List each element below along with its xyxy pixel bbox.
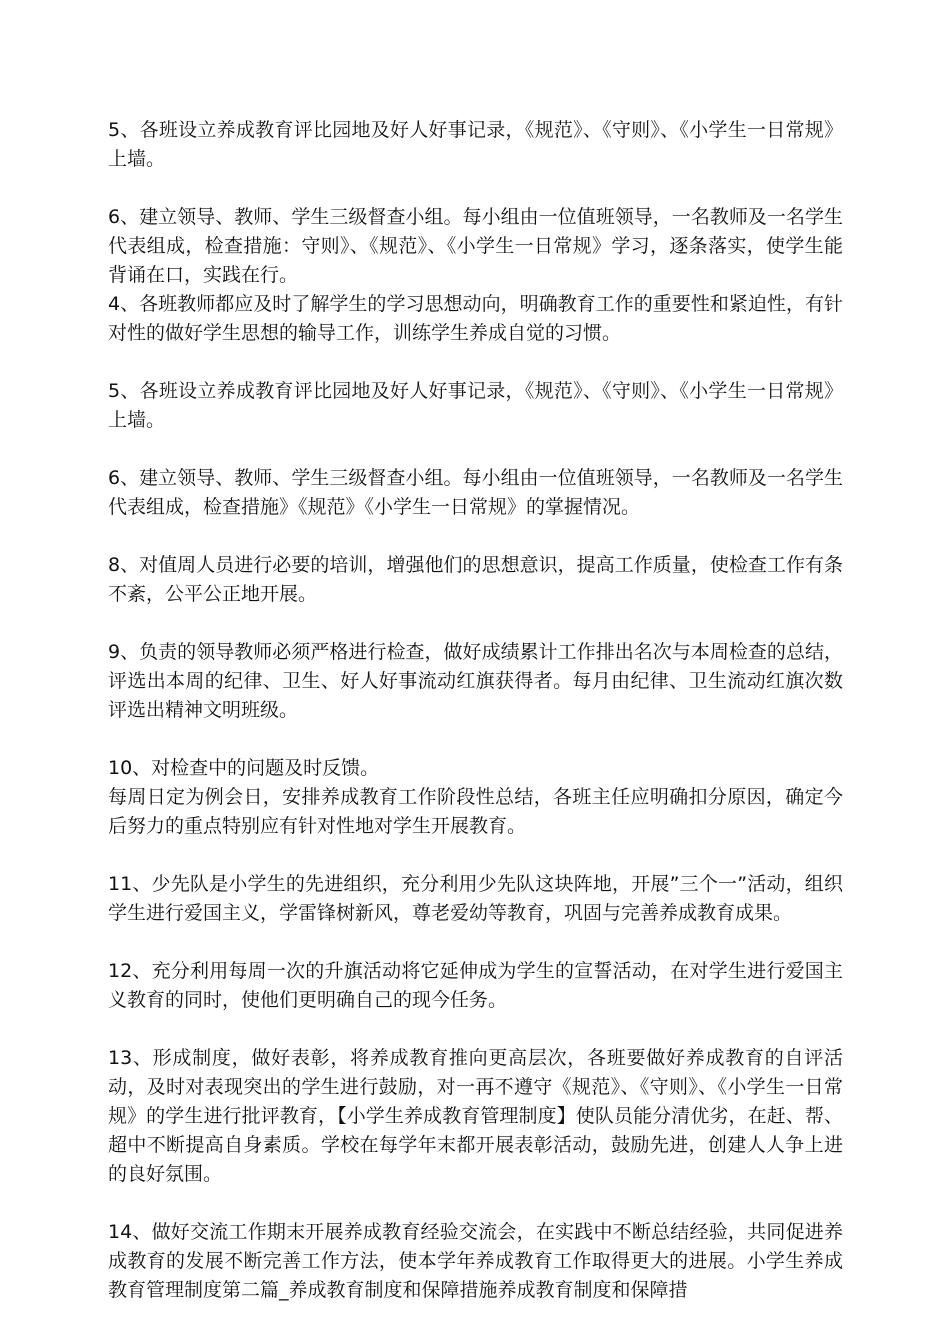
paragraph-8: 10、对检查中的问题及时反馈。 [108,757,380,779]
paragraph-gap [108,609,843,638]
paragraph-gap [108,1189,843,1218]
paragraph-2: 6、建立领导、教师、学生三级督查小组。每小组由一位值班领导，一名教师及一名学生代表组成，检查措施：守则》、《规范》、《小学生一日常规》学习，逐条落实，使学生能背诵在口，实践在行。 [108,206,843,286]
paragraph-gap [108,725,843,754]
paragraph-gap [108,435,843,464]
paragraph-gap [108,174,843,203]
document-body [108,116,843,1305]
paragraph-4: 5、各班设立养成教育评比园地及好人好事记录，《规范》、《守则》、《小学生一日常规》上墙。 [108,380,843,431]
paragraph-12: 13、形成制度，做好表彰，将养成教育推向更高层次，各班要做好养成教育的自评活动，及时对表现突出的学生进行鼓励，对一再不遵守《规范》、《守则》、《小学生一日常规》的学生进行批评教育，【小学生养成教育管理制度】使队员能分清优劣，在赶、帮、超中不断提高自身素质。学校在每学年末都开展表彰活动，鼓励先进，创建人人争上进的良好氛围。 [108,1047,843,1185]
paragraph-gap [108,928,843,957]
paragraph-3: 4、各班教师都应及时了解学生的学习思想动向，明确教育工作的重要性和紧迫性，有针对性的做好学生思想的输导工作，训练学生养成自觉的习惯。 [108,293,843,344]
paragraph-6: 8、对值周人员进行必要的培训，增强他们的思想意识，提高工作质量，使检查工作有条不紊，公平公正地开展。 [108,554,843,605]
paragraph-gap [108,841,843,870]
paragraph-gap [108,348,843,377]
paragraph-11: 12、充分利用每周一次的升旗活动将它延伸成为学生的宣誓活动，在对学生进行爱国主义教育的同时，使他们更明确自己的现今任务。 [108,960,843,1011]
paragraph-gap [108,522,843,551]
paragraph-5: 6、建立领导、教师、学生三级督查小组。每小组由一位值班领导，一名教师及一名学生代表组成，检查措施》《规范》《小学生一日常规》的掌握情况。 [108,467,843,518]
paragraph-1: 5、各班设立养成教育评比园地及好人好事记录，《规范》、《守则》、《小学生一日常规》上墙。 [108,119,843,170]
paragraph-10: 11、少先队是小学生的先进组织，充分利用少先队这块阵地，开展”三个一”活动，组织学生进行爱国主义，学雷锋树新风，尊老爱幼等教育，巩固与完善养成教育成果。 [108,873,843,924]
paragraph-9: 每周日定为例会日，安排养成教育工作阶段性总结，各班主任应明确扣分原因，确定今后努力的重点特别应有针对性地对学生开展教育。 [108,786,843,837]
paragraph-gap [108,1015,843,1044]
paragraph-7: 9、负责的领导教师必须严格进行检查，做好成绩累计工作排出名次与本周检查的总结，评选出本周的纪律、卫生、好人好事流动红旗获得者。每月由纪律、卫生流动红旗次数评选出精神文明班级。 [108,641,843,721]
paragraph-13: 14、做好交流工作期末开展养成教育经验交流会，在实践中不断总结经验，共同促进养成教育的发展不断完善工作方法，使本学年养成教育工作取得更大的进展。小学生养成教育管理制度第二篇_养成教育制度和保障措施养成教育制度和保障措 [108,1221,843,1301]
